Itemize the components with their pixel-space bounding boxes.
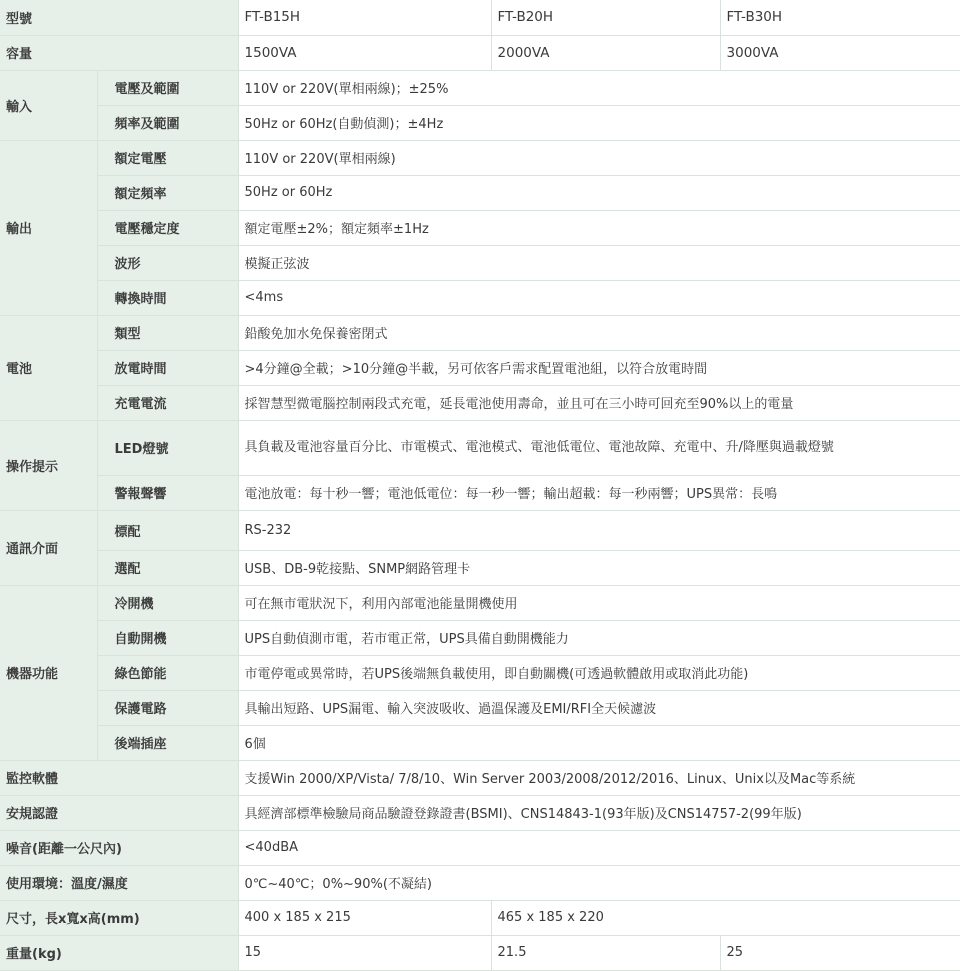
environment-value: 0℃~40℃；0%~90%(不凝結): [238, 865, 960, 900]
battery-category: 電池: [0, 315, 97, 420]
battery-charge-label: 充電電流: [97, 385, 238, 420]
func-green-label: 綠色節能: [97, 655, 238, 690]
dimensions-row: [0, 900, 960, 935]
dimensions-b15h: 400 x 185 x 215: [238, 900, 491, 935]
safety-row: [0, 795, 960, 830]
func-auto-value: UPS自動偵測市電，若市電正常，UPS具備自動開機能力: [238, 620, 960, 655]
safety-value: 具經濟部標準檢驗局商品驗證登錄證書(BSMI)、CNS14843-1(93年版)及CNS14757-2(99年版): [238, 795, 960, 830]
output-waveform-value: 模擬正弦波: [238, 245, 960, 280]
battery-discharge-row: [0, 350, 960, 385]
dimensions-b20h-b30h: 465 x 185 x 220: [491, 900, 960, 935]
environment-label: 使用環境：溫度/濕度: [0, 865, 238, 900]
indication-led-label: LED燈號: [97, 420, 238, 475]
func-green-value: 市電停電或異常時，若UPS後端無負載使用，即自動關機(可透過軟體啟用或取消此功能): [238, 655, 960, 690]
output-rated-freq-row: [0, 175, 960, 210]
weight-label: 重量(kg): [0, 935, 238, 970]
output-rated-freq-value: 50Hz or 60Hz: [238, 175, 960, 210]
battery-charge-row: [0, 385, 960, 420]
software-value: 支援Win 2000/XP/Vista/ 7/8/10、Win Server 2003/2008/2012/2016、Linux、Unix以及Mac等系統: [238, 760, 960, 795]
func-cold-value: 可在無市電狀況下，利用內部電池能量開機使用: [238, 585, 960, 620]
noise-label: 噪音(距離一公尺內): [0, 830, 238, 865]
output-stability-row: [0, 210, 960, 245]
noise-row: [0, 830, 960, 865]
weight-row: [0, 935, 960, 970]
model-row: [0, 0, 960, 35]
output-rated-voltage-label: 額定電壓: [97, 140, 238, 175]
comm-opt-value: USB、DB-9乾接點、SNMP網路管理卡: [238, 550, 960, 585]
func-green-row: [0, 655, 960, 690]
comm-std-row: [0, 510, 960, 550]
battery-charge-value: 採智慧型微電腦控制兩段式充電，延長電池使用壽命，並且可在三小時可回充至90%以上的電量: [238, 385, 960, 420]
indication-alarm-row: [0, 475, 960, 510]
model-ft-b20h: FT-B20H: [491, 0, 720, 35]
capacity-3000: 3000VA: [720, 35, 960, 70]
functions-category: 機器功能: [0, 585, 97, 760]
output-stability-label: 電壓穩定度: [97, 210, 238, 245]
model-ft-b30h: FT-B30H: [720, 0, 960, 35]
comm-opt-label: 選配: [97, 550, 238, 585]
capacity-2000: 2000VA: [491, 35, 720, 70]
func-cold-row: [0, 585, 960, 620]
input-freq-value: 50Hz or 60Hz(自動偵測)；±4Hz: [238, 105, 960, 140]
environment-row: [0, 865, 960, 900]
battery-type-value: 鉛酸免加水免保養密閉式: [238, 315, 960, 350]
output-rated-freq-label: 額定頻率: [97, 175, 238, 210]
software-row: [0, 760, 960, 795]
dimensions-label: 尺寸，長x寬x高(mm): [0, 900, 238, 935]
capacity-1500: 1500VA: [238, 35, 491, 70]
battery-type-label: 類型: [97, 315, 238, 350]
func-outlet-value: 6個: [238, 725, 960, 760]
output-waveform-label: 波形: [97, 245, 238, 280]
output-transfer-label: 轉換時間: [97, 280, 238, 315]
func-auto-row: [0, 620, 960, 655]
comm-std-value: RS-232: [238, 510, 960, 550]
software-label: 監控軟體: [0, 760, 238, 795]
output-category: 輸出: [0, 140, 97, 315]
output-transfer-row: [0, 280, 960, 315]
weight-b15h: 15: [238, 935, 491, 970]
input-freq-row: [0, 105, 960, 140]
indication-led-row: [0, 420, 960, 475]
model-label: 型號: [0, 0, 238, 35]
capacity-label: 容量: [0, 35, 238, 70]
comm-category: 通訊介面: [0, 510, 97, 585]
weight-b30h: 25: [720, 935, 960, 970]
battery-discharge-value: >4分鐘@全載；>10分鐘@半載，另可依客戶需求配置電池組，以符合放電時間: [238, 350, 960, 385]
func-protect-row: [0, 690, 960, 725]
model-ft-b15h: FT-B15H: [238, 0, 491, 35]
comm-opt-row: [0, 550, 960, 585]
output-rated-voltage-row: [0, 140, 960, 175]
indication-led-value: 具負載及電池容量百分比、市電模式、電池模式、電池低電位、電池故障、充電中、升/降壓與過載燈號: [238, 420, 960, 475]
func-protect-label: 保護電路: [97, 690, 238, 725]
func-auto-label: 自動開機: [97, 620, 238, 655]
input-voltage-value: 110V or 220V(單相兩線)；±25%: [238, 70, 960, 105]
output-stability-value: 額定電壓±2%；額定頻率±1Hz: [238, 210, 960, 245]
comm-std-label: 標配: [97, 510, 238, 550]
safety-label: 安規認證: [0, 795, 238, 830]
input-category: 輸入: [0, 70, 97, 140]
output-transfer-value: <4ms: [238, 280, 960, 315]
indication-alarm-label: 警報聲響: [97, 475, 238, 510]
noise-value: <40dBA: [238, 830, 960, 865]
input-freq-label: 頻率及範圍: [97, 105, 238, 140]
output-rated-voltage-value: 110V or 220V(單相兩線): [238, 140, 960, 175]
func-cold-label: 冷開機: [97, 585, 238, 620]
indication-alarm-value: 電池放電：每十秒一響；電池低電位：每一秒一響；輸出超載：每一秒兩響；UPS異常：長鳴: [238, 475, 960, 510]
battery-type-row: [0, 315, 960, 350]
input-voltage-row: [0, 70, 960, 105]
weight-b20h: 21.5: [491, 935, 720, 970]
func-outlet-row: [0, 725, 960, 760]
func-protect-value: 具輸出短路、UPS漏電、輸入突波吸收、過溫保護及EMI/RFI全天候濾波: [238, 690, 960, 725]
battery-discharge-label: 放電時間: [97, 350, 238, 385]
capacity-row: [0, 35, 960, 70]
indication-category: 操作提示: [0, 420, 97, 510]
func-outlet-label: 後端插座: [97, 725, 238, 760]
input-voltage-label: 電壓及範圍: [97, 70, 238, 105]
output-waveform-row: [0, 245, 960, 280]
